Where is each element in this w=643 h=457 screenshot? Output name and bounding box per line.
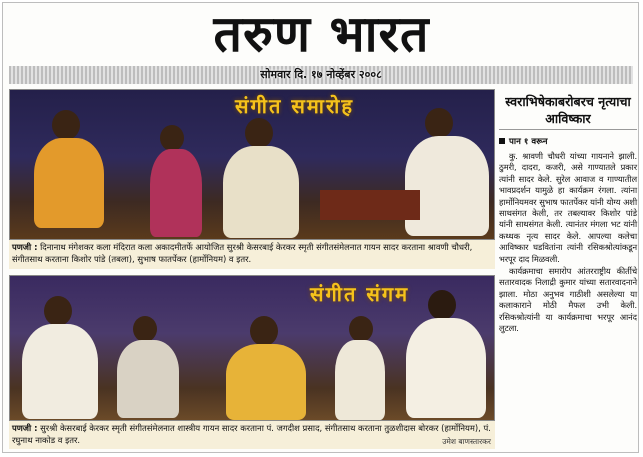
stage-banner-top: संगीत समारोह: [235, 94, 354, 118]
continuation-text: पान १ वरून: [509, 137, 548, 147]
caption-place-2: पणजी :: [12, 423, 38, 433]
article-body: [499, 151, 637, 335]
square-bullet-icon: [499, 138, 505, 144]
tanpura-figure: [150, 125, 210, 240]
harmonium-player-figure: [395, 108, 495, 240]
dateline-bar: [9, 66, 633, 84]
article-headline: स्वराभिषेकाबरोबरच नृत्याचा आविष्कार: [499, 89, 637, 130]
newspaper-title: तरुण भारत: [213, 5, 430, 63]
caption-text: दिनानाथ मंगेशकर कला मंदिरात कला अकादमीतर्फे आयोजित सुरश्री केसरबाई केरकर स्मृती संगीतसंमेलनात गायन सादर करताना श्रावणी चौधरी, संगीतसाथ करताना किशोर पांडे (तबला), सुभाष फातर्पेकर (हार्मोनियम) व इतर.: [12, 242, 473, 264]
concert-photo-top: [9, 89, 495, 240]
harmonium-shape: [320, 190, 420, 220]
tanpura-player-figure-2: [400, 290, 492, 420]
publication-date: सोमवार दि. १७ नोव्हेंबर २००८: [260, 68, 382, 81]
photo-credit: उमेश बाणस्तारकर: [442, 437, 491, 446]
photo-caption-bottom: [9, 421, 495, 449]
accompanist-figure: [335, 316, 390, 421]
tabla-player-figure-2: [20, 296, 110, 421]
masthead: [3, 3, 639, 65]
continuation-label: [499, 135, 637, 147]
article-paragraph: कु. श्रावणी चौधरी यांच्या गायनाने झाली. ठुमरी, दादरा, कजरी, असे गाण्यातले प्रकार त्यांनी सादर केले. सुरेल आवाज व गाण्यातील भावप्रदर्शन यामुळे हा कार्यक्रम रंगला. त्यांना हार्मोनियमवर सुभाष फातर्पेकर यांनी योग्य अशी साथसंगत केली, तर तबल्यावर किशोर पांडे यांनी साथसंगत केली. त्यानंतर मंगला भट यांनी कथ्थक नृत्य सादर केले. आपल्या कलेचा आविष्कार घडवितांना त्यांनी रसिकश्रोत्यांकडून भरपूर दाद मिळवली.: [499, 151, 637, 264]
tabla-player-figure: [30, 110, 120, 240]
article-column: [499, 89, 637, 451]
harmonium-player-figure-2: [115, 316, 185, 421]
caption-place: पणजी :: [12, 242, 38, 252]
newspaper-clipping: [2, 2, 639, 453]
vocalist-figure: [220, 316, 310, 421]
photo-caption-top: [9, 240, 495, 269]
article-paragraph: कार्यक्रमाचा समारोप आंतरराष्ट्रीय कीर्तीचे सतारवादक निलाद्री कुमार यांच्या सतारवादनाने झाला. मोठा अनुभव गाठीशी असलेल्या या कलाकाराने मोठी मैफल उभी केली. रसिकश्रोत्यांनी या कार्यक्रमाचा भरपूर आनंद लुटला.: [499, 266, 637, 334]
concert-photo-bottom: [9, 275, 495, 421]
stage-banner-bottom: संगीत संगम: [310, 282, 410, 306]
singer-figure: [215, 118, 305, 240]
caption-text-2: सुरश्री केसरबाई केरकर स्मृती संगीतसंमेलनात शास्त्रीय गायन सादर करताना पं. जगदीश प्रसाद, संगीतसाथ करताना तुळशीदास बोरकर (हार्मोनियम), पं. रघुनाथ नाकोड व इतर.: [12, 423, 491, 445]
